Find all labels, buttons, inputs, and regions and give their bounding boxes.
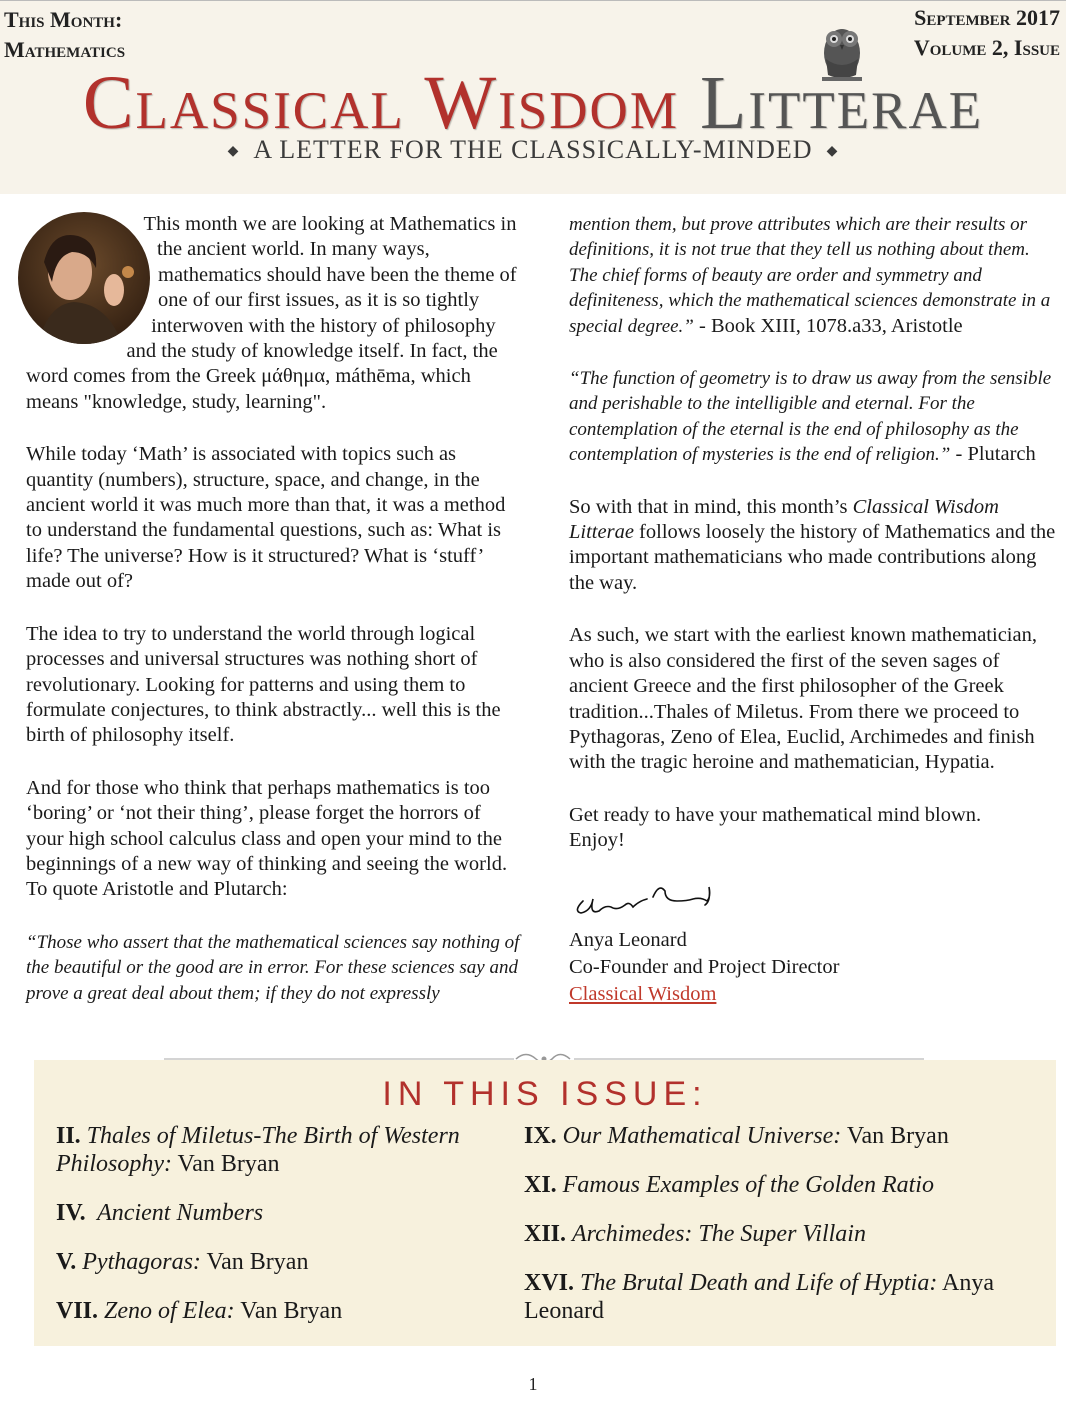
paragraph-5 [569, 495, 1061, 597]
issue-item[interactable] [56, 1297, 496, 1325]
issue-item[interactable] [524, 1220, 1024, 1248]
signoff-name: Anya Leonard [569, 928, 687, 951]
tagline-text: A LETTER FOR THE CLASSICALLY-MINDED [253, 135, 813, 164]
issue-date: September 2017 [914, 5, 1060, 30]
issue-item-title: Zeno of Elea: [104, 1298, 235, 1324]
left-column [26, 212, 521, 1033]
paragraph-4: And for those who think that perhaps mathematics is too ‘boring’ or ‘not their thing’, please forget the horrors of your high school calculus class and open your mind to the beginnings of a new way of thinking and seeing the world. To quote Aristotle and Plutarch: [26, 776, 508, 901]
issue-item-number: VII. [56, 1298, 99, 1324]
issue-item[interactable] [524, 1122, 1024, 1150]
paragraph-7 [569, 803, 1061, 854]
author-portrait [18, 212, 150, 344]
aristotle-quote-continued [569, 212, 1061, 339]
plutarch-quote: “The function of geometry is to draw us away from the sensible and perishable to the intelligible and eternal. For the contemplation of the eternal is the end of philosophy as the contemplation of mysteries is the end of religion.” [569, 368, 1052, 466]
issue-item-number: XII. [524, 1221, 567, 1247]
paragraph-5-italic: Classical Wisdom Litterae [569, 495, 999, 544]
issue-item[interactable] [524, 1171, 1024, 1199]
issue-item-title: The Brutal Death and Life of Hyptia: [580, 1270, 938, 1296]
aristotle-quote-part1: “Those who assert that the mathematical sciences say nothing of the beautiful or the good are in error. For these sciences say and prove a great deal about them; if they do not expressly [26, 931, 520, 1004]
signoff-role: Co-Founder and Project Director [569, 955, 840, 978]
issue-item-title: Ancient Numbers [91, 1200, 264, 1226]
intro-paragraph-text: This month we are looking at Mathematics in the ancient world. In many ways, mathematics should have been the theme of one of our first issues, as it is so tightly interwoven with the history of philosophy and the study of knowledge itself. In fact, the word comes from the Greek μάθημα, máthēma, which means "knowledge, study, learning". [26, 213, 517, 413]
tagline [0, 133, 1066, 169]
diamond-ornament-icon: ◆ [826, 144, 839, 160]
in-this-issue-heading: IN THIS ISSUE: [382, 1075, 708, 1113]
issue-item[interactable] [524, 1269, 1024, 1325]
classical-wisdom-link[interactable]: Classical Wisdom [569, 982, 717, 1005]
issue-item[interactable] [56, 1122, 496, 1178]
issue-item-title: Archimedes: The Super Villain [572, 1221, 866, 1247]
issue-item-title: Our Mathematical Universe: [562, 1123, 842, 1149]
paragraph-3: The idea to try to understand the world through logical processes and universal structures was nothing short of revolutionary. Looking for patterns and using them to formulate conjectures, to think abstractly... well this is the birth of philosophy itself. [26, 622, 501, 747]
signoff [569, 927, 1061, 1008]
issue-list-left [56, 1122, 496, 1346]
page-number: 1 [528, 1374, 538, 1394]
paragraph-5-prefix: So with that in mind, this month’s [569, 495, 853, 518]
issue-item-author: Van Bryan [171, 1151, 280, 1177]
plutarch-quote-block [569, 366, 1061, 468]
aristotle-citation: - Book XIII, 1078.a33, Aristotle [693, 314, 963, 337]
issue-item-author: Anya Leonard [524, 1270, 994, 1324]
this-month-topic: Mathematics [4, 37, 126, 62]
plutarch-citation: - Plutarch [950, 443, 1036, 466]
masthead-title-secondary: Litterae [699, 61, 984, 145]
issue-item-number: XVI. [524, 1270, 575, 1296]
signature-image [569, 871, 729, 923]
issue-item-author: Van Bryan [200, 1249, 309, 1275]
issue-item-number: IV. [56, 1200, 86, 1226]
right-column [569, 212, 1061, 1008]
intro-paragraph [26, 212, 521, 415]
issue-item[interactable] [56, 1248, 496, 1276]
this-month-label: This Month: [4, 7, 123, 32]
this-month-block [4, 5, 125, 65]
issue-item-author: Van Bryan [841, 1123, 949, 1149]
paragraph-6: As such, we start with the earliest known mathematician, who is also considered the first of the seven sages of ancient Greece and the first philosopher of the Greek tradition...Thales of Miletus. From there we proceed to Pythagoras, Zeno of Elea, Euclid, Archimedes and finish with the tragic heroine and mathematician, Hypatia. [569, 624, 1037, 774]
paragraph-2: While today ‘Math’ is associated with topics such as quantity (numbers), structure, space, and change, in the ancient world it was much more than that, it was a method to understand the fundamental questions, such as: What is life? The universe? How is it structured? What is ‘stuff’ made out of? [26, 443, 506, 593]
issue-item-title: Pythagoras: [82, 1249, 201, 1275]
diamond-ornament-icon: ◆ [227, 144, 240, 160]
issue-item-title: Thales of Miletus-The Birth of Western Philosophy: [56, 1123, 460, 1177]
paragraph-7-line1: Get ready to have your mathematical mind blown. [569, 803, 982, 826]
issue-list-right [524, 1122, 1024, 1346]
in-this-issue-box [34, 1060, 1056, 1346]
masthead-title-primary: Classical Wisdom [82, 61, 679, 145]
paragraph-5-suffix: follows loosely the history of Mathematics and the important mathematicians who made contributions along the way. [569, 521, 1056, 594]
issue-item-author: Van Bryan [234, 1298, 343, 1324]
issue-item-number: V. [56, 1249, 77, 1275]
issue-info-block [914, 3, 1060, 63]
issue-item-number: XI. [524, 1172, 557, 1198]
issue-volume: Volume 2, Issue [913, 35, 1060, 60]
masthead [0, 0, 1066, 194]
issue-item-number: IX. [524, 1123, 557, 1149]
paragraph-7-line2: Enjoy! [569, 829, 625, 852]
issue-item[interactable] [56, 1199, 496, 1227]
issue-item-number: II. [56, 1123, 81, 1149]
issue-item-title: Famous Examples of the Golden Ratio [562, 1172, 934, 1198]
aristotle-quote-part2: mention them, but prove attributes which are their results or definitions, it is not true that they tell us nothing about them. The chief forms of beauty are order and symmetry and definiteness, which the mathematical sciences demonstrate in a special degree.” [569, 214, 1051, 337]
